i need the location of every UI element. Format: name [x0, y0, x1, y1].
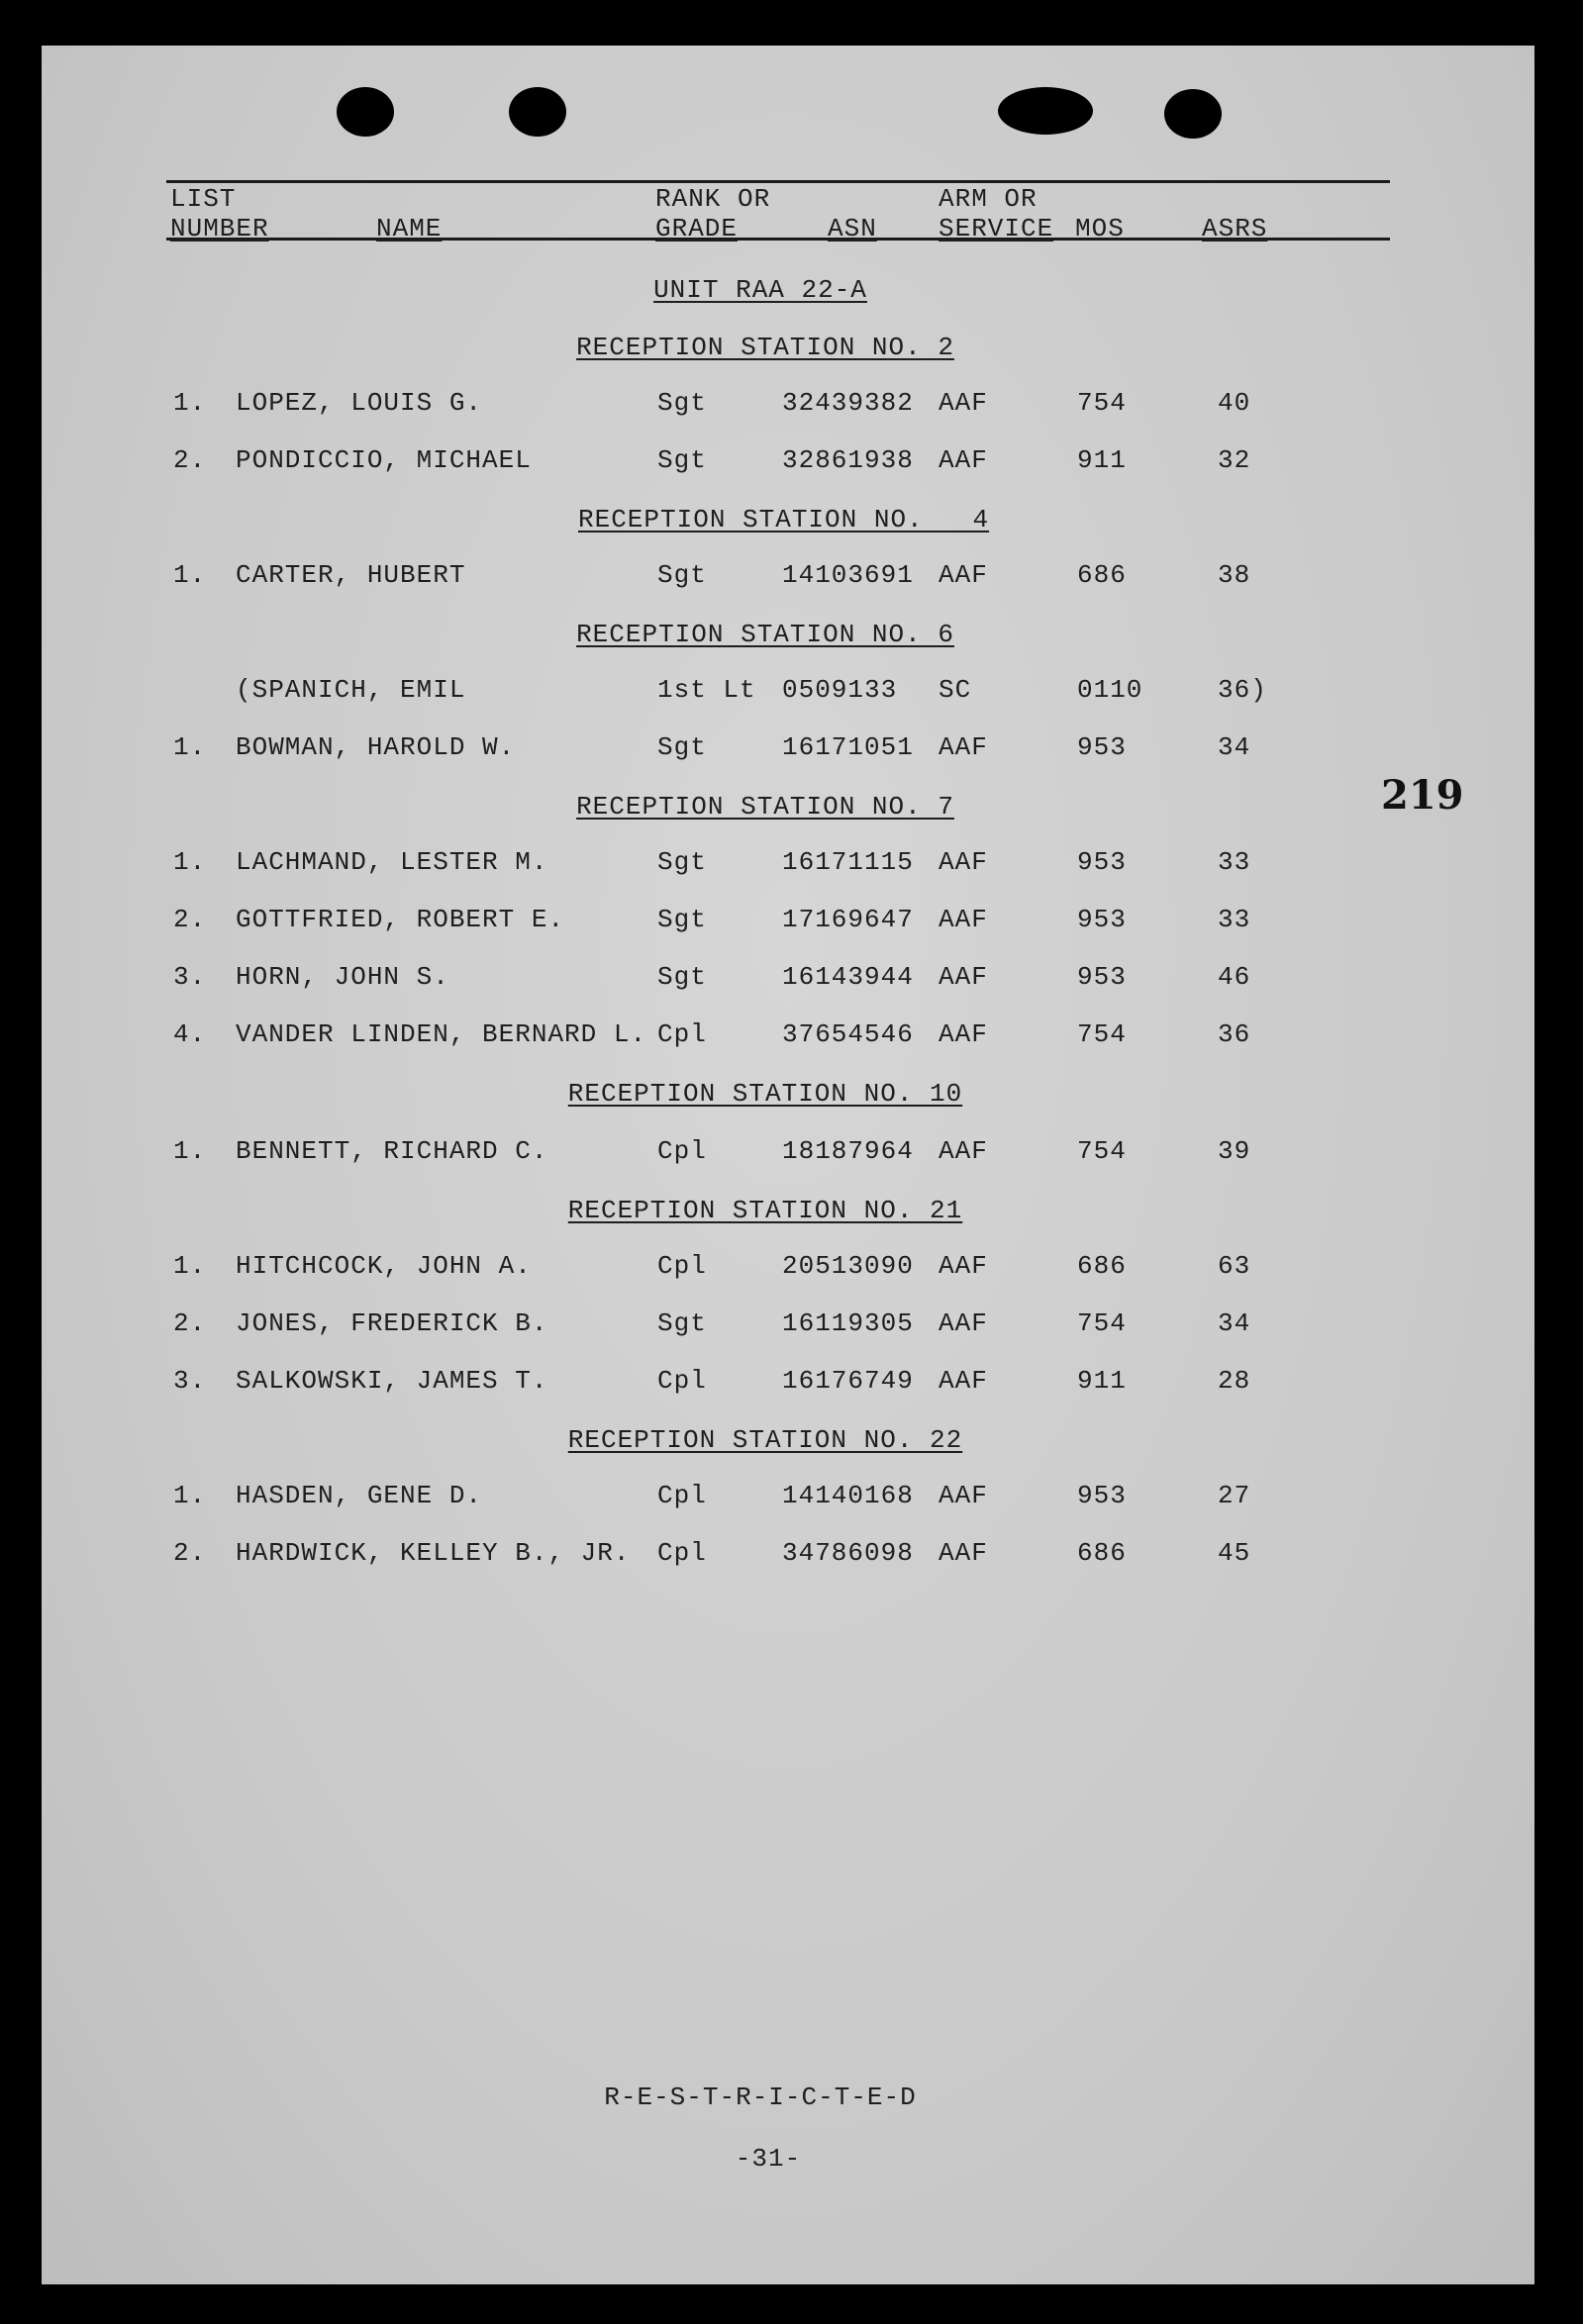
row-name: HORN, JOHN S. — [236, 962, 449, 992]
row-arm: AAF — [939, 445, 988, 475]
classification-footer: R-E-S-T-R-I-C-T-E-D — [604, 2082, 917, 2112]
row-arm: SC — [939, 675, 972, 705]
punch-hole — [998, 87, 1093, 135]
section-title: RECEPTION STATION NO. 21 — [567, 1196, 963, 1225]
row-asrs: 45 — [1218, 1538, 1251, 1568]
row-name: BENNETT, RICHARD C. — [236, 1136, 548, 1166]
row-asn: 16176749 — [782, 1366, 914, 1396]
section-title: RECEPTION STATION NO. 10 — [567, 1079, 963, 1109]
row-mos: 754 — [1077, 388, 1127, 418]
row-asrs: 32 — [1218, 445, 1251, 475]
row-asn: 16171115 — [782, 847, 914, 877]
row-num: 3. — [173, 962, 207, 992]
row-asn: 14140168 — [782, 1481, 914, 1510]
row-mos: 686 — [1077, 560, 1127, 590]
row-arm: AAF — [939, 732, 988, 762]
row-mos: 953 — [1077, 905, 1127, 934]
header-arm-or: ARM OR — [939, 184, 1038, 214]
section-title: RECEPTION STATION NO. 7 — [576, 792, 954, 822]
row-arm: AAF — [939, 1251, 988, 1281]
row-num: 1. — [173, 847, 207, 877]
row-rank: Sgt — [657, 905, 707, 934]
header-asn: ASN — [828, 214, 877, 243]
row-name: VANDER LINDEN, BERNARD L. — [236, 1019, 647, 1049]
row-mos: 0110 — [1077, 675, 1143, 705]
row-num: 1. — [173, 1481, 207, 1510]
row-rank: Sgt — [657, 962, 707, 992]
row-arm: AAF — [939, 1481, 988, 1510]
row-asrs: 27 — [1218, 1481, 1251, 1510]
row-rank: Cpl — [657, 1251, 707, 1281]
row-asrs: 33 — [1218, 905, 1251, 934]
row-asn: 32861938 — [782, 445, 914, 475]
stamped-number: 219 — [1381, 772, 1464, 819]
row-name: HITCHCOCK, JOHN A. — [236, 1251, 532, 1281]
row-rank: Sgt — [657, 445, 707, 475]
section-title: RECEPTION STATION NO. 2 — [576, 333, 954, 362]
row-rank: Cpl — [657, 1538, 707, 1568]
row-arm: AAF — [939, 1308, 988, 1338]
row-num: 2. — [173, 905, 207, 934]
row-asrs: 28 — [1218, 1366, 1251, 1396]
row-asrs: 38 — [1218, 560, 1251, 590]
row-num: 2. — [173, 1308, 207, 1338]
row-rank: Sgt — [657, 732, 707, 762]
row-name: LACHMAND, LESTER M. — [236, 847, 548, 877]
row-rank: Sgt — [657, 847, 707, 877]
row-name: (SPANICH, EMIL — [236, 675, 466, 705]
row-rank: Cpl — [657, 1481, 707, 1510]
row-asrs: 63 — [1218, 1251, 1251, 1281]
row-arm: AAF — [939, 962, 988, 992]
row-asrs: 34 — [1218, 732, 1251, 762]
row-name: SALKOWSKI, JAMES T. — [236, 1366, 548, 1396]
row-asn: 32439382 — [782, 388, 914, 418]
row-rank: Sgt — [657, 388, 707, 418]
row-asrs: 33 — [1218, 847, 1251, 877]
header-rank-or: RANK OR — [655, 184, 771, 214]
row-mos: 911 — [1077, 1366, 1127, 1396]
header-asrs: ASRS — [1202, 214, 1268, 243]
row-num: 3. — [173, 1366, 207, 1396]
punch-hole — [1164, 89, 1222, 139]
row-rank: 1st Lt — [657, 675, 756, 705]
header-mos: MOS — [1075, 214, 1125, 243]
header-service: SERVICE — [939, 214, 1054, 243]
row-asrs: 36 — [1218, 1019, 1251, 1049]
row-name: HASDEN, GENE D. — [236, 1481, 483, 1510]
row-num: 1. — [173, 1136, 207, 1166]
row-rank: Cpl — [657, 1136, 707, 1166]
row-mos: 754 — [1077, 1308, 1127, 1338]
row-arm: AAF — [939, 1136, 988, 1166]
page-number: -31- — [735, 2144, 802, 2174]
row-asrs: 34 — [1218, 1308, 1251, 1338]
row-name: JONES, FREDERICK B. — [236, 1308, 548, 1338]
row-rank: Cpl — [657, 1366, 707, 1396]
section-title: RECEPTION STATION NO. 22 — [567, 1425, 963, 1455]
header-number: NUMBER — [170, 214, 269, 243]
punch-hole — [509, 87, 566, 137]
row-rank: Sgt — [657, 560, 707, 590]
row-asn: 20513090 — [782, 1251, 914, 1281]
header-list: LIST — [170, 184, 237, 214]
row-arm: AAF — [939, 1538, 988, 1568]
header-grade: GRADE — [655, 214, 739, 243]
row-mos: 953 — [1077, 1481, 1127, 1510]
row-mos: 686 — [1077, 1538, 1127, 1568]
row-name: CARTER, HUBERT — [236, 560, 466, 590]
row-num: 1. — [173, 1251, 207, 1281]
row-num: 2. — [173, 1538, 207, 1568]
row-mos: 953 — [1077, 732, 1127, 762]
row-name: LOPEZ, LOUIS G. — [236, 388, 483, 418]
row-arm: AAF — [939, 560, 988, 590]
row-name: BOWMAN, HAROLD W. — [236, 732, 516, 762]
row-asn: 16119305 — [782, 1308, 914, 1338]
row-name: HARDWICK, KELLEY B., JR. — [236, 1538, 631, 1568]
row-asrs: 40 — [1218, 388, 1251, 418]
row-mos: 686 — [1077, 1251, 1127, 1281]
row-asn: 16171051 — [782, 732, 914, 762]
row-rank: Cpl — [657, 1019, 707, 1049]
row-asn: 14103691 — [782, 560, 914, 590]
row-asrs: 36) — [1218, 675, 1267, 705]
row-asrs: 39 — [1218, 1136, 1251, 1166]
row-asn: 0509133 — [782, 675, 898, 705]
row-mos: 911 — [1077, 445, 1127, 475]
section-title: RECEPTION STATION NO. 6 — [576, 620, 954, 649]
row-asrs: 46 — [1218, 962, 1251, 992]
row-asn: 16143944 — [782, 962, 914, 992]
row-num: 1. — [173, 388, 207, 418]
row-arm: AAF — [939, 1366, 988, 1396]
row-mos: 754 — [1077, 1136, 1127, 1166]
row-asn: 18187964 — [782, 1136, 914, 1166]
row-num: 1. — [173, 732, 207, 762]
row-num: 2. — [173, 445, 207, 475]
row-asn: 34786098 — [782, 1538, 914, 1568]
header-top-rule — [166, 180, 1390, 183]
row-mos: 754 — [1077, 1019, 1127, 1049]
row-arm: AAF — [939, 905, 988, 934]
row-asn: 17169647 — [782, 905, 914, 934]
row-asn: 37654546 — [782, 1019, 914, 1049]
section-title: RECEPTION STATION NO. 4 — [578, 505, 990, 534]
row-arm: AAF — [939, 388, 988, 418]
row-name: PONDICCIO, MICHAEL — [236, 445, 532, 475]
row-arm: AAF — [939, 1019, 988, 1049]
punch-hole — [337, 87, 394, 137]
unit-title: UNIT RAA 22-A — [653, 275, 867, 305]
row-num: 1. — [173, 560, 207, 590]
row-mos: 953 — [1077, 962, 1127, 992]
row-arm: AAF — [939, 847, 988, 877]
row-name: GOTTFRIED, ROBERT E. — [236, 905, 565, 934]
row-mos: 953 — [1077, 847, 1127, 877]
row-rank: Sgt — [657, 1308, 707, 1338]
header-name: NAME — [376, 214, 443, 243]
row-num: 4. — [173, 1019, 207, 1049]
